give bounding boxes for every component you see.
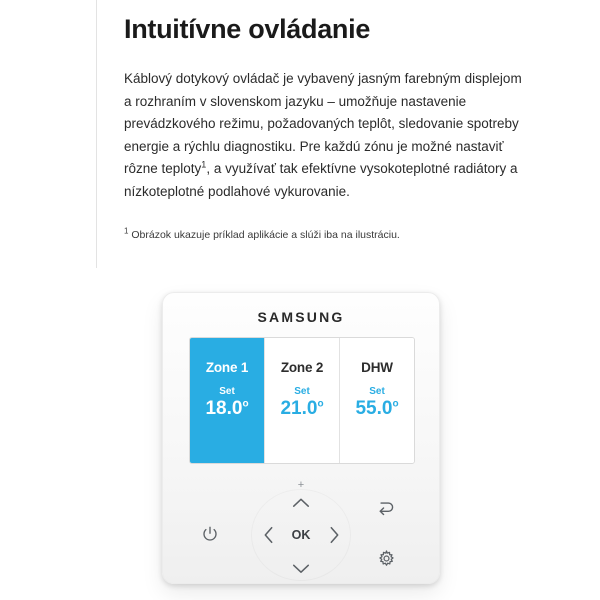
body-paragraph-part1: Káblový dotykový ovládač je vybavený jasným farebným displejom a rozhraním v slovenskom jazyku – umožňuje nastavenie prevádzkového režimu, požadovaných teplôt, sledovanie spotreby energie a rýchlu diagnostiku. Pre každú zónu je možné nastaviť rôzne teploty <box>124 71 522 176</box>
vertical-divider <box>96 0 97 268</box>
degree-symbol: o <box>317 398 324 410</box>
zone-temperature <box>355 399 398 419</box>
zone-tile-zone-1[interactable] <box>190 338 265 463</box>
plus-icon: + <box>297 478 305 491</box>
zone-title: Zone 2 <box>280 360 324 375</box>
control-pad <box>163 475 439 575</box>
zone-set-label: Set <box>369 386 385 397</box>
footnote <box>124 203 524 243</box>
zone-temperature <box>205 399 248 419</box>
footnote-marker: 1 <box>124 226 129 236</box>
page-title: Intuitívne ovládanie <box>124 14 371 44</box>
wired-controller <box>162 292 440 584</box>
brand-logo: SAMSUNG <box>257 309 345 325</box>
zone-temperature <box>280 399 323 419</box>
zone-set-label: Set <box>294 386 310 397</box>
zone-tile-zone-2[interactable] <box>265 338 340 463</box>
controller-screen <box>189 337 415 464</box>
gear-icon[interactable] <box>375 547 397 569</box>
degree-symbol: o <box>392 398 399 410</box>
body-paragraph-part2: , a využívať tak efektívne vysokoteplotné radiátory a nízkoteplotné podlahové vykurovanie. <box>124 161 518 199</box>
zone-tile-dhw[interactable] <box>340 338 414 463</box>
body-paragraph <box>124 46 524 203</box>
back-arrow-icon[interactable] <box>375 497 397 519</box>
chevron-up-icon[interactable] <box>290 493 312 511</box>
power-icon[interactable] <box>199 523 221 545</box>
device-illustration <box>0 292 600 600</box>
zone-title: Zone 1 <box>205 360 249 375</box>
zone-set-label: Set <box>219 386 235 397</box>
ok-button[interactable]: OK <box>291 527 311 542</box>
chevron-left-icon[interactable] <box>259 525 277 545</box>
zone-temperature-value: 18.0 <box>205 398 243 419</box>
article-content <box>124 0 524 243</box>
chevron-right-icon[interactable] <box>325 525 343 545</box>
footnote-text: Obrázok ukazuje príklad aplikácie a slúži iba na ilustráciu. <box>128 229 400 241</box>
chevron-down-icon[interactable] <box>290 559 312 577</box>
zone-temperature-value: 55.0 <box>355 398 393 419</box>
zone-title: DHW <box>361 360 393 375</box>
footnote-reference: 1 <box>201 159 207 170</box>
degree-symbol: o <box>242 398 249 410</box>
zone-temperature-value: 21.0 <box>280 398 318 419</box>
